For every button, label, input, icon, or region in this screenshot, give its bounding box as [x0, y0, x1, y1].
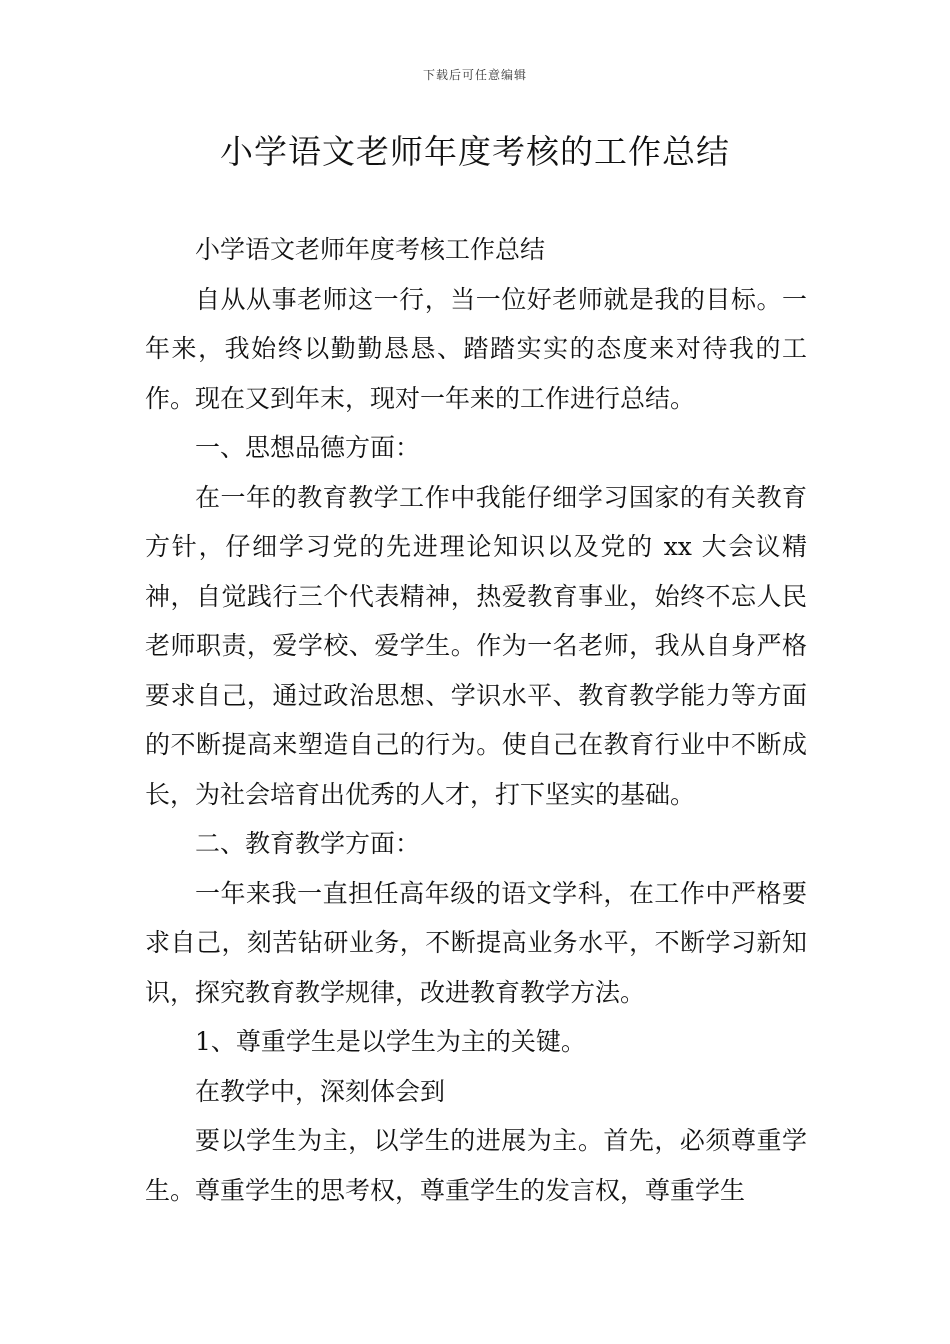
- paragraph-teaching: 一年来我一直担任高年级的语文学科，在工作中严格要求自己，刻苦钻研业务，不断提高业务水平，不断学习新知识，探究教育教学规律，改进教育教学方法。: [145, 878, 807, 1007]
- document-body: [145, 225, 807, 1215]
- section-heading-ideology: 一、思想品德方面：: [195, 433, 421, 462]
- paragraph-respect-intro: 在教学中，深刻体会到: [195, 1076, 446, 1106]
- paragraph-respect-body: 要以学生为主，以学生的进展为主。首先，必须尊重学生。尊重学生的思考权，尊重学生的发言权，尊重学生: [145, 1126, 807, 1205]
- paragraph-intro: 自从从事老师这一行，当一位好老师就是我的目标。一年来，我始终以勤勤恳恳、踏踏实实的态度来对待我的工作。现在又到年末，现对一年来的工作进行总结。: [145, 284, 807, 413]
- paragraph-ideology: 在一年的教育教学工作中我能仔细学习国家的有关教育方针，仔细学习党的先进理论知识以及党的 xx 大会议精神，自觉践行三个代表精神，热爱教育事业，始终不忘人民老师职责，爱学校、爱学生。作为一名老师，我从自身严格要求自己，通过政治思想、学识水平、教育教学能力等方面的不断提高来塑造自己的行为。使自己在教育行业中不断成长，为社会培育出优秀的人才，打下坚实的基础。: [145, 482, 807, 809]
- document-title: 小学语文老师年度考核的工作总结: [220, 132, 730, 171]
- header-note: 下载后可任意编辑: [422, 68, 527, 82]
- subsection-heading-respect: 1、尊重学生是以学生为主的关键。: [195, 1027, 586, 1056]
- section-heading-teaching: 二、教育教学方面：: [195, 829, 421, 858]
- paragraph-subtitle: 小学语文老师年度考核工作总结: [195, 235, 546, 264]
